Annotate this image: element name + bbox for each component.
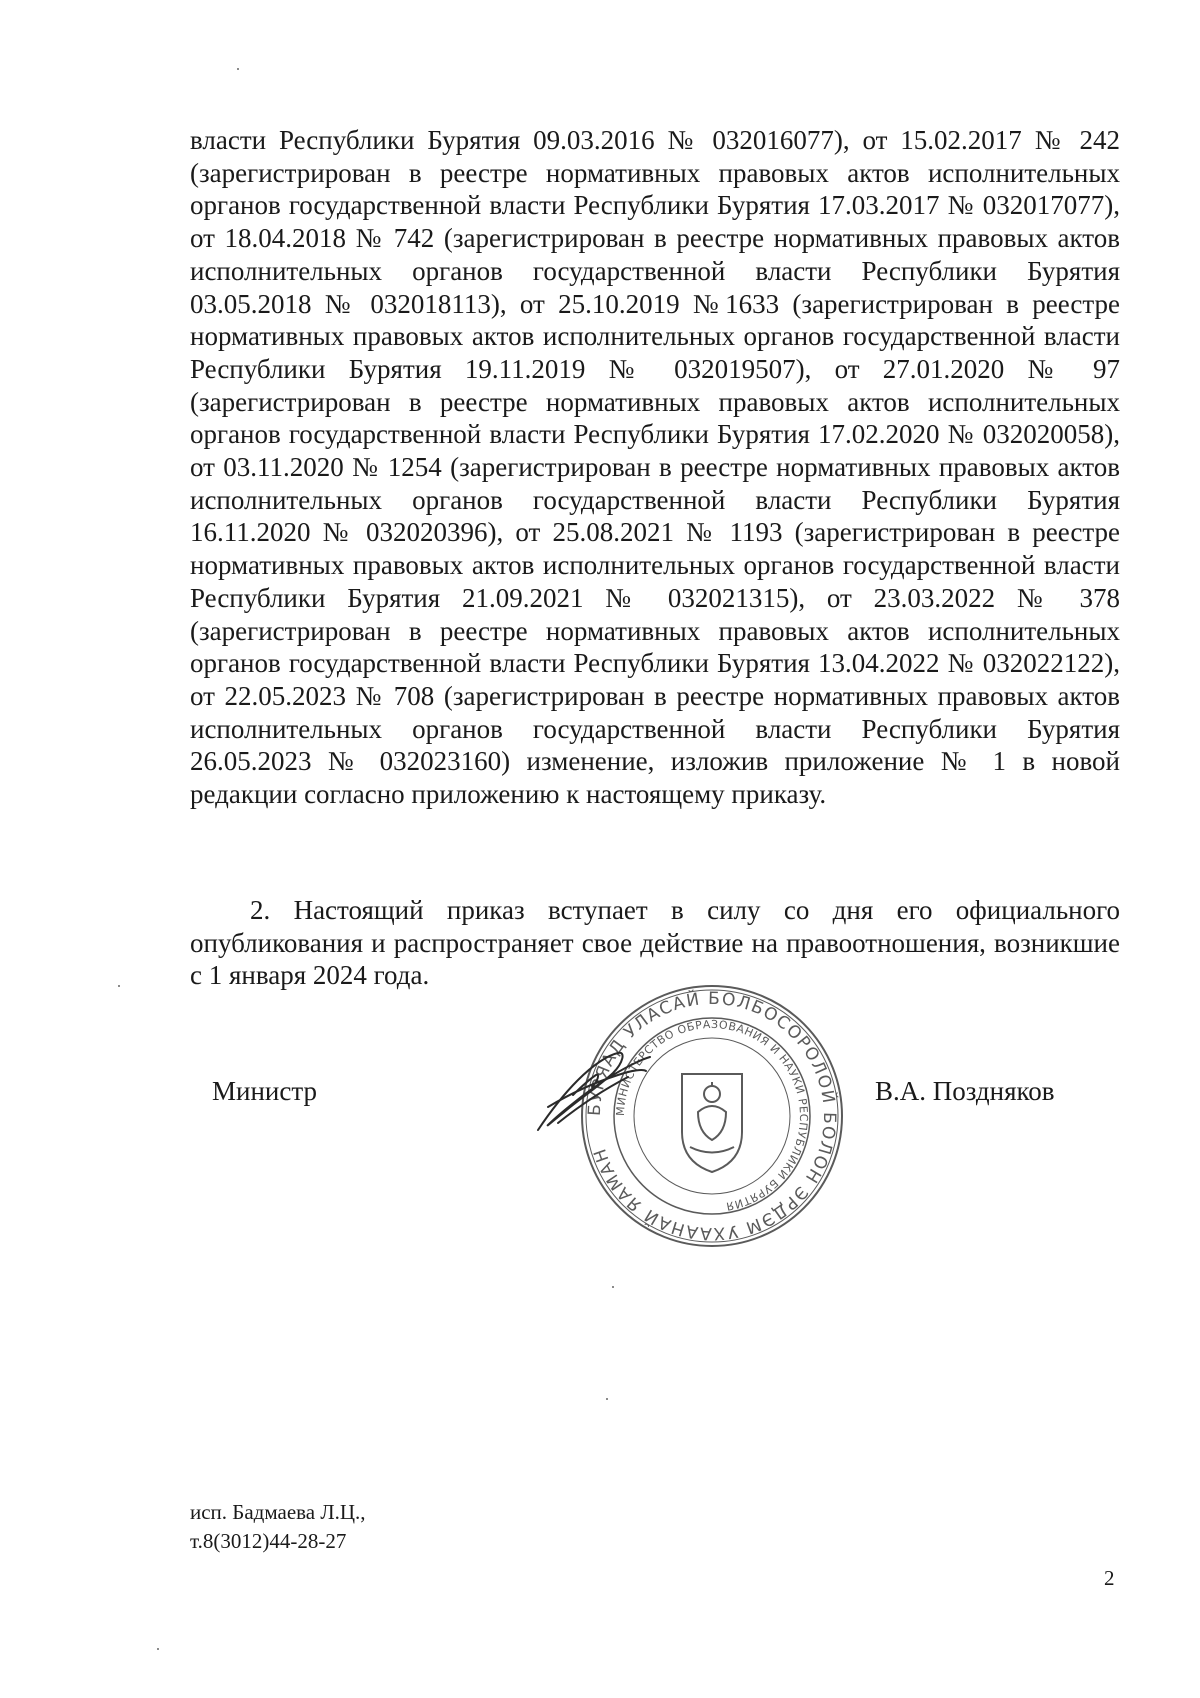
scan-speck bbox=[612, 1286, 614, 1288]
stamp-outer-text: БУРЯАД УЛАСАЙ БОЛБОСОРОЛОЙ БОЛОН ЭРДЭМ УХААНАЙ ЯАМАН bbox=[584, 988, 840, 1244]
signatory-title: Министр bbox=[212, 1076, 317, 1106]
body-paragraph-1: власти Республики Бурятия 09.03.2016 № 032016077), от 15.02.2017 № 242 (зарегистрирован в реестре нормативных правовых актов исполнительных органов государственной власти Республики Бурятия 17.03.2017 № 032017077), от 18.04.2018 № 742 (зарегистрирован в реестре нормативных правовых актов исполнительных органов государственной власти Республики Бурятия 03.05.2018 № 032018113), от 25.10.2019 №1633 (зарегистрирован в реестре нормативных правовых актов исполнительных органов государственной власти Республики Бурятия 19.11.2019 № 032019507), от 27.01.2020 № 97 (зарегистрирован в реестре нормативных правовых актов исполнительных органов государственной власти Республики Бурятия 17.02.2020 № 032020058), от 03.11.2020 № 1254 (зарегистрирован в реестре нормативных правовых актов исполнительных органов государственной власти Республики Бурятия 16.11.2020 № 032020396), от 25.08.2021 № 1193 (зарегистрирован в реестре нормативных правовых актов исполнительных органов государственной власти Республики Бурятия 21.09.2021 № 032021315), от 23.03.2022 № 378 (зарегистрирован в реестре нормативных правовых актов исполнительных органов государственной власти Республики Бурятия 13.04.2022 № 032022122), от 22.05.2023 № 708 (зарегистрирован в реестре нормативных правовых актов исполнительных органов государственной власти Республики Бурятия 26.05.2023 № 032023160) изменение, изложив приложение № 1 в новой редакции согласно приложению к настоящему приказу. bbox=[190, 125, 1120, 810]
coat-of-arms-icon bbox=[682, 1074, 742, 1172]
scan-speck bbox=[157, 1648, 159, 1650]
executor-name: исп. Бадмаева Л.Ц., bbox=[190, 1500, 366, 1524]
executor-info bbox=[190, 1498, 366, 1556]
executor-phone: т.8(3012)44-28-27 bbox=[190, 1529, 347, 1553]
scan-speck bbox=[237, 68, 239, 70]
handwritten-signature bbox=[518, 1035, 658, 1140]
body-paragraph-2: 2. Настоящий приказ вступает в силу со дня его официального опубликования и распространяет свое действие на правоотношения, возникшие с 1 января 2024 года. bbox=[190, 895, 1120, 991]
scan-speck bbox=[118, 985, 120, 987]
stamp-inner-text: МИНИСТЕРСТВО ОБРАЗОВАНИЯ И НАУКИ РЕСПУБЛИКИ БУРЯТИЯ bbox=[613, 1017, 811, 1213]
page-number: 2 bbox=[1104, 1566, 1115, 1590]
scan-speck bbox=[606, 1398, 608, 1400]
signatory-name: В.А. Поздняков bbox=[875, 1076, 1055, 1106]
